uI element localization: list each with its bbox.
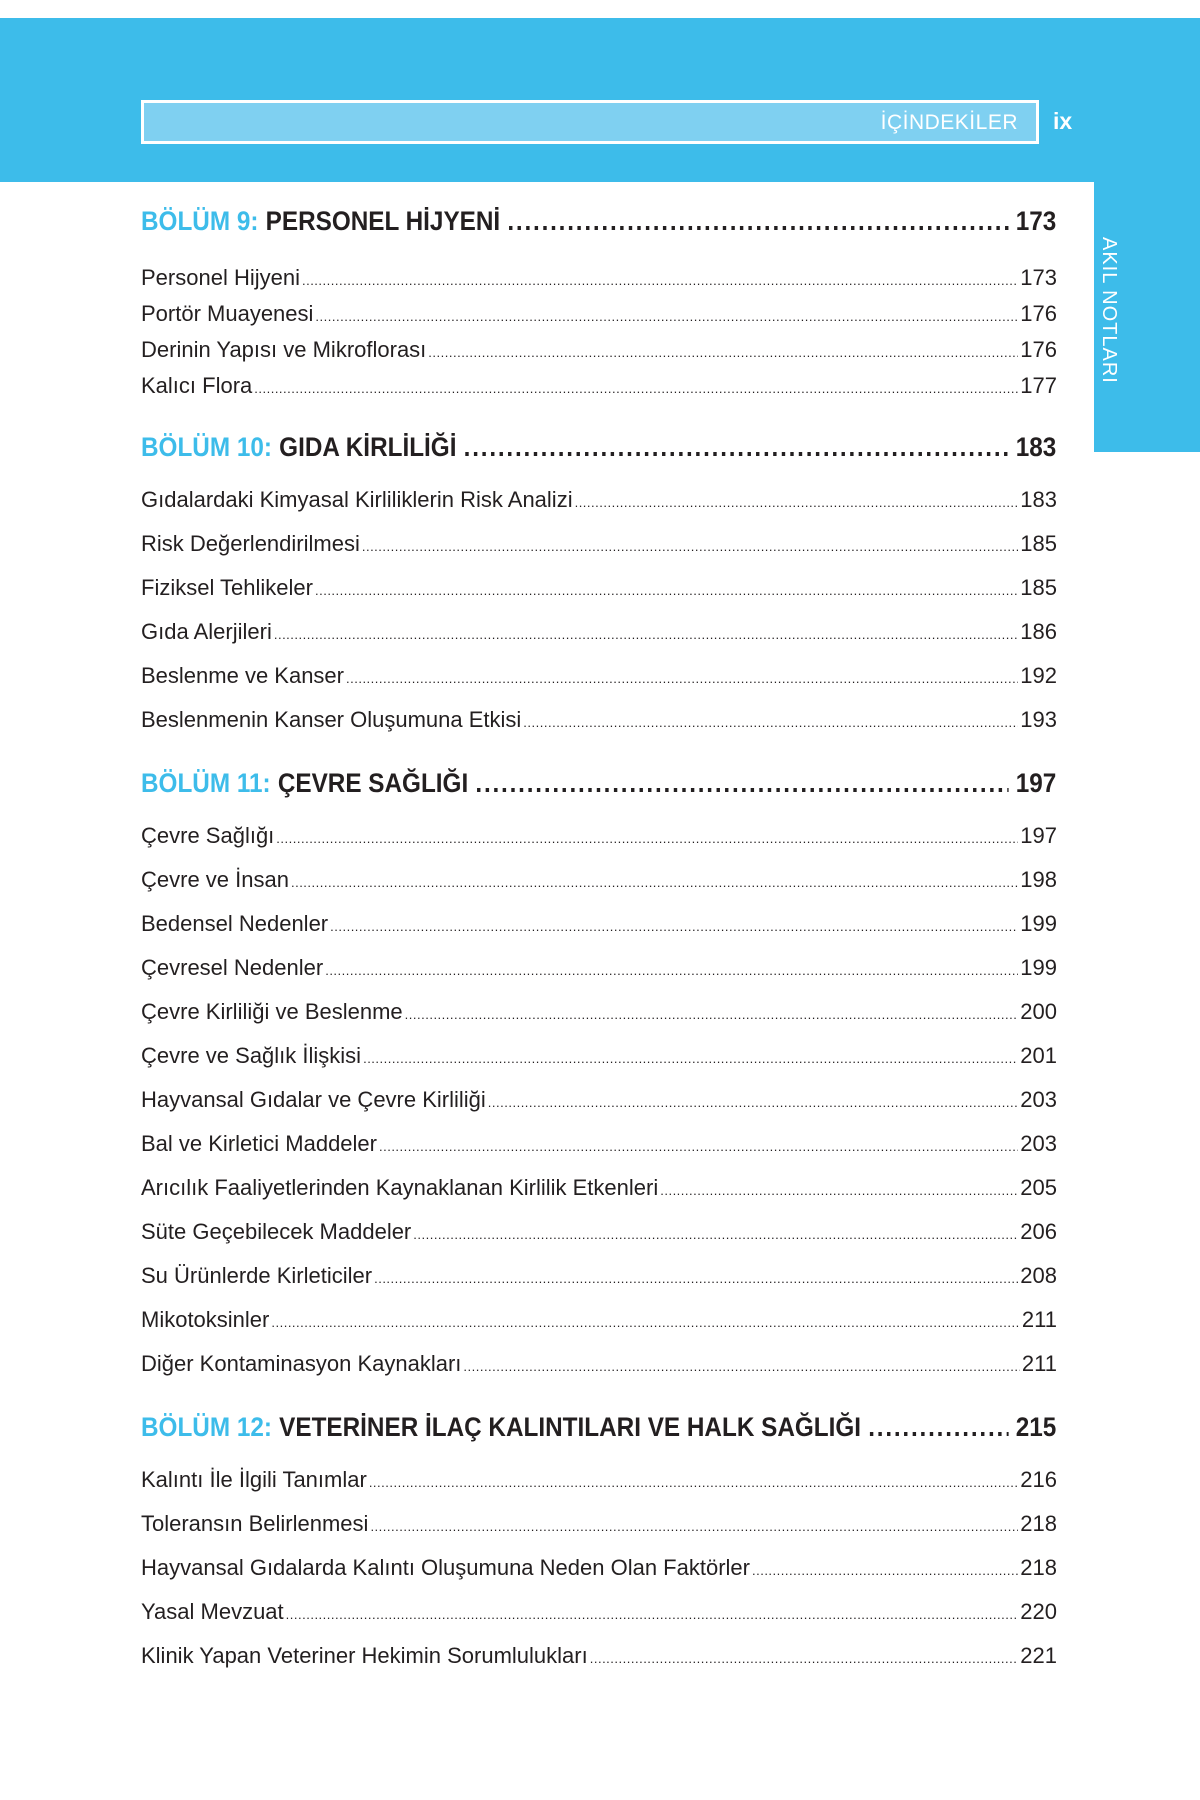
dot-leader	[254, 371, 1018, 407]
dot-leader	[464, 422, 1009, 472]
toc-entry[interactable]	[141, 1634, 1057, 1678]
dot-leader	[475, 758, 1008, 808]
entry-title: Çevre Kirliliği ve Beslenme	[141, 999, 403, 1024]
dot-leader	[590, 1637, 1019, 1681]
chapter-number: BÖLÜM 9:	[141, 206, 259, 236]
dot-leader	[271, 1301, 1020, 1345]
chapter-number: BÖLÜM 11:	[141, 768, 271, 798]
toc-entry[interactable]	[141, 296, 1057, 332]
entry-title: Kalıntı İle İlgili Tanımlar	[141, 1467, 367, 1492]
entry-page: 185	[1020, 575, 1057, 600]
entry-title: Risk Değerlendirilmesi	[141, 531, 360, 556]
header-title-box	[141, 100, 1039, 144]
entry-page: 185	[1020, 531, 1057, 556]
entry-title: Süte Geçebilecek Maddeler	[141, 1219, 412, 1244]
dot-leader	[575, 481, 1019, 525]
dot-leader	[405, 993, 1019, 1037]
entry-title: Su Ürünlerde Kirleticiler	[141, 1263, 373, 1288]
entry-page: 177	[1020, 373, 1057, 398]
entry-page: 201	[1020, 1043, 1057, 1068]
entry-title: Diğer Kontaminasyon Kaynakları	[141, 1351, 462, 1376]
entry-page: 192	[1020, 663, 1057, 688]
dot-leader	[315, 569, 1018, 613]
entry-title: Gıda Alerjileri	[141, 619, 272, 644]
entry-title: Beslenmenin Kanser Oluşumuna Etkisi	[141, 707, 522, 732]
chapter-title: VETERİNER İLAÇ KALINTILARI VE HALK SAĞLIĞI	[279, 1412, 862, 1442]
entry-title: Gıdalardaki Kimyasal Kirliliklerin Risk Analizi	[141, 487, 573, 512]
entry-title: Bal ve Kirletici Maddeler	[141, 1131, 377, 1156]
dot-leader	[507, 196, 1008, 246]
toc-entry[interactable]	[141, 368, 1057, 404]
dot-leader	[276, 817, 1018, 861]
entry-page: 176	[1020, 337, 1057, 362]
entry-page: 199	[1020, 911, 1057, 936]
page-header-title: İÇİNDEKİLER	[880, 111, 1018, 134]
chapter-number: BÖLÜM 10:	[141, 432, 272, 462]
entry-title: Çevresel Nedenler	[141, 955, 324, 980]
toc-entry[interactable]	[141, 1078, 1057, 1122]
entry-page: 193	[1020, 707, 1057, 732]
entry-page: 203	[1020, 1087, 1057, 1112]
dot-leader	[346, 657, 1018, 701]
entry-title: Derinin Yapısı ve Mikroflorası	[141, 337, 427, 362]
entry-title: Klinik Yapan Veteriner Hekimin Sorumlulukları	[141, 1643, 588, 1668]
toc-entry[interactable]	[141, 1342, 1057, 1386]
entry-page: 205	[1020, 1175, 1057, 1200]
dot-leader	[660, 1169, 1018, 1213]
entry-page: 208	[1020, 1263, 1057, 1288]
chapter-page: 197	[1015, 768, 1057, 798]
entry-title: Mikotoksinler	[141, 1307, 270, 1332]
chapter-page: 173	[1015, 206, 1057, 236]
dot-leader	[379, 1125, 1018, 1169]
toc-entry[interactable]	[141, 1166, 1057, 1210]
entry-title: Çevre ve Sağlık İlişkisi	[141, 1043, 362, 1068]
dot-leader	[330, 905, 1018, 949]
chapter-heading[interactable]	[141, 196, 1056, 246]
toc-entry[interactable]	[141, 1298, 1057, 1342]
toc-entry[interactable]	[141, 1210, 1057, 1254]
toc-entry[interactable]	[141, 1458, 1057, 1502]
toc-entry[interactable]	[141, 858, 1057, 902]
chapter-heading[interactable]	[141, 758, 1056, 808]
entry-page: 211	[1021, 1307, 1057, 1332]
dot-leader	[374, 1257, 1018, 1301]
dot-leader	[274, 613, 1018, 657]
entry-title: Arıcılık Faaliyetlerinden Kaynaklanan Kirlilik Etkenleri	[141, 1175, 659, 1200]
entry-title: Beslenme ve Kanser	[141, 663, 344, 688]
entry-page: 220	[1020, 1599, 1057, 1624]
entry-title: Personel Hijyeni	[141, 265, 300, 290]
entry-title: Bedensel Nedenler	[141, 911, 329, 936]
toc-entry[interactable]	[141, 902, 1057, 946]
chapter-title: GIDA KİRLİLİĞİ	[279, 432, 457, 462]
entry-page: 218	[1020, 1555, 1057, 1580]
dot-leader	[325, 949, 1018, 993]
entry-title: Portör Muayenesi	[141, 301, 314, 326]
dot-leader	[523, 701, 1018, 745]
dot-leader	[362, 525, 1018, 569]
entry-title: Çevre ve İnsan	[141, 867, 289, 892]
dot-leader	[413, 1213, 1018, 1257]
toc-entry[interactable]	[141, 1034, 1057, 1078]
chapter-heading[interactable]	[141, 422, 1056, 472]
entry-page: 173	[1020, 265, 1057, 290]
chapter-number: BÖLÜM 12:	[141, 1412, 272, 1442]
toc-entry[interactable]	[141, 814, 1057, 858]
toc-entry[interactable]	[141, 478, 1057, 522]
entry-page: 176	[1020, 301, 1057, 326]
chapter-heading[interactable]	[141, 1402, 1056, 1452]
toc-entry[interactable]	[141, 946, 1057, 990]
toc-entry[interactable]	[141, 1546, 1057, 1590]
toc-entry[interactable]	[141, 1590, 1057, 1634]
dot-leader	[370, 1505, 1018, 1549]
dot-leader	[868, 1402, 1008, 1452]
entry-page: 198	[1020, 867, 1057, 892]
toc-entry[interactable]	[141, 332, 1057, 368]
page-number: ix	[1053, 108, 1073, 134]
dot-leader	[286, 1593, 1019, 1637]
chapter-page: 215	[1015, 1412, 1057, 1442]
toc-entry[interactable]	[141, 1122, 1057, 1166]
entry-page: 183	[1020, 487, 1057, 512]
entry-title: Hayvansal Gıdalarda Kalıntı Oluşumuna Neden Olan Faktörler	[141, 1555, 750, 1580]
toc-entry[interactable]	[141, 610, 1057, 654]
entry-page: 216	[1020, 1467, 1057, 1492]
toc-entry[interactable]	[141, 1254, 1057, 1298]
dot-leader	[291, 861, 1018, 905]
entry-title: Çevre Sağlığı	[141, 823, 275, 848]
toc-entry[interactable]	[141, 260, 1057, 296]
entry-title: Hayvansal Gıdalar ve Çevre Kirliliği	[141, 1087, 486, 1112]
entry-page: 197	[1020, 823, 1057, 848]
toc-entry[interactable]	[141, 1502, 1057, 1546]
dot-leader	[463, 1345, 1020, 1389]
dot-leader	[315, 299, 1018, 335]
toc-entry[interactable]	[141, 698, 1057, 742]
chapter-page: 183	[1015, 432, 1057, 462]
toc-entry[interactable]	[141, 566, 1057, 610]
dot-leader	[369, 1461, 1018, 1505]
chapter-title: ÇEVRE SAĞLIĞI	[277, 768, 469, 798]
entry-page: 186	[1020, 619, 1057, 644]
entry-page: 199	[1020, 955, 1057, 980]
entry-page: 211	[1021, 1351, 1057, 1376]
entry-page: 221	[1020, 1643, 1057, 1668]
dot-leader	[302, 263, 1018, 299]
entry-page: 203	[1020, 1131, 1057, 1156]
dot-leader	[488, 1081, 1018, 1125]
entry-page: 218	[1020, 1511, 1057, 1536]
entry-title: Kalıcı Flora	[141, 373, 253, 398]
entry-page: 200	[1020, 999, 1057, 1024]
chapter-title: PERSONEL HİJYENİ	[265, 206, 501, 236]
table-of-contents	[141, 196, 1057, 1678]
entry-title: Yasal Mevzuat	[141, 1599, 284, 1624]
toc-entry[interactable]	[141, 990, 1057, 1034]
toc-entry[interactable]	[141, 654, 1057, 698]
dot-leader	[428, 335, 1018, 371]
entry-page: 206	[1020, 1219, 1057, 1244]
entry-title: Toleransın Belirlenmesi	[141, 1511, 369, 1536]
dot-leader	[363, 1037, 1018, 1081]
toc-entry[interactable]	[141, 522, 1057, 566]
side-tab-label: AKIL NOTLARI	[1098, 237, 1120, 384]
entry-title: Fiziksel Tehlikeler	[141, 575, 313, 600]
dot-leader	[752, 1549, 1018, 1593]
